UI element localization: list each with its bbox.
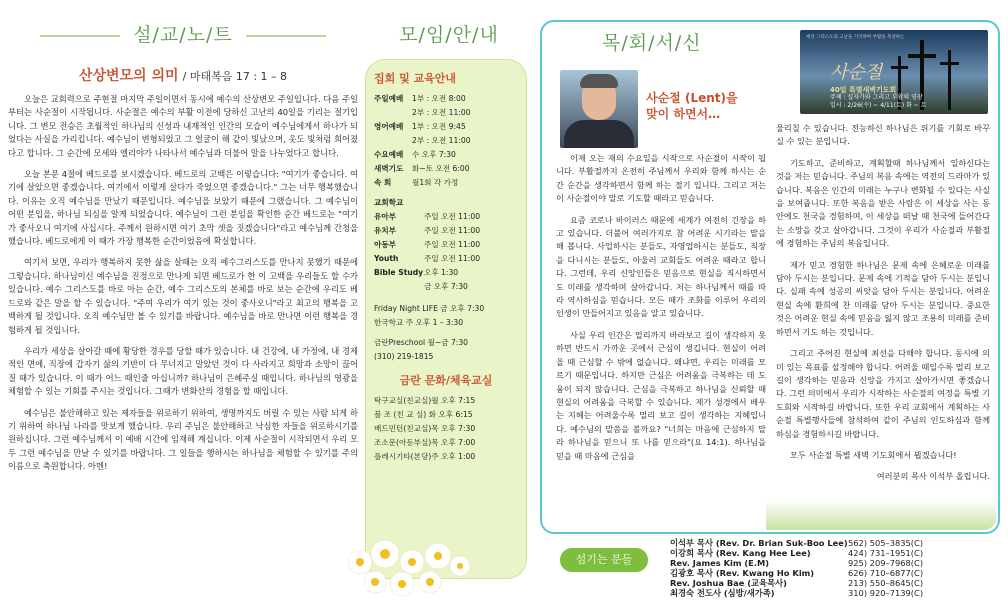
staff-phone: 626) 710–6877(C) <box>848 568 924 578</box>
cross-icon <box>948 50 951 110</box>
staff-phone: 310) 920–7139(C) <box>848 588 924 598</box>
sermon-heading: 설/교/노/트 <box>8 20 358 47</box>
pastor-heading: 목/회/서/신 <box>602 32 702 54</box>
staff-phone: 213) 550–8645(C) <box>848 578 924 588</box>
service-row: 속 회 월1회 각 가정 <box>374 178 459 187</box>
misc-item: (310) 219-1815 <box>374 352 434 361</box>
banner-title: 사순절 <box>830 62 883 83</box>
letter-paragraph: 물리칠 수 있습니다. 전능하신 하나님은 위기를 기회로 바꾸실 수 있는 분입니다. <box>776 123 990 147</box>
culture-list <box>374 394 518 464</box>
service-row: 2부 : 오전 11:00 <box>412 136 471 145</box>
grass-decoration <box>766 500 996 530</box>
staff-phone: 562) 505–3835(C) <box>848 538 924 548</box>
notice-box <box>365 59 527 579</box>
staff-name: 이석부 목사 (Rev. Dr. Brian Suk-Boo Lee) <box>670 538 848 548</box>
staff-phone: 424) 731–1951(C) <box>848 548 924 558</box>
staff-name: 이강희 목사 (Rev. Kang Hee Lee) <box>670 548 811 558</box>
edu-row: Youth 주일 오전 11:00 <box>374 254 481 263</box>
divider <box>246 35 326 37</box>
sermon-paragraph: 우리가 세상을 살아갈 때에 황당한 경우를 당할 때가 있습니다. 내 건강에, 내 가정에, 내 경제적인 면에, 직장에 갑자기 삶의 기반이 다 무너지고 말았던 것이 다 사라지고 희망과 소망이 끊어질 때가 있습니다. 이 때가 어느 때인줄 아십니까? 하나님이 은혜주실 때입니다. 하나님의 영광을 체험할 수 있는 기회를 주시는 것입니다. 그때가 변화산의 경험을 할 때입니다. <box>8 345 358 397</box>
service-row: 새벽기도 화~토 오전 6:00 <box>374 164 470 173</box>
banner-details: 40일 특별새벽기도회 주제 : 십자가와 그리고 부활의 영광 일시 : 2/26(수) ~ 4/11(토) 화 ~ 토 <box>830 86 927 109</box>
culture-item: 조소문(아동부실)목 오후 7:00 <box>374 438 476 447</box>
cross-icon <box>891 66 908 69</box>
sermon-title: 산상변모의 의미 / 마태복음 17 : 1 – 8 <box>78 68 288 84</box>
sermon-body <box>8 93 358 474</box>
misc-list <box>374 302 518 364</box>
letter-paragraph: 요즘 코로나 바이러스 때문에 세계가 여전히 긴장을 하고 있습니다. 더불어 여러가지로 참 어려운 시기라는 말을 해 봅니다. 사업하시는 분들도, 자영업하시는 분들도, 직장을 다니시는 분들도, 아울러 교회들도 어려운 때라고 합니다. 그런데, 우리 신앙인들은 믿음으로 현실을 직시하면서도 미래를 생각하며 살아갑니다. 저는 하나님께서 때를 따라 역사하심을 믿습니다. 모든 때가 조화를 이루어 우리의 인생이 만들어지고 있음을 알고 있습니다. <box>556 214 766 319</box>
edu-list <box>374 210 518 294</box>
letter-paragraph: 모두 사순절 특별 새벽 기도회에서 뵙겠습니다! <box>790 449 957 460</box>
staff-name: 김광호 목사 (Rev. Kwang Ho Kim) <box>670 568 815 578</box>
sermon-paragraph: 오늘 본문 4절에 베드로를 보시겠습니다. 베드로의 고백은 이렇습니다: "여기가 좋습니다. 여기에 살았으면 좋겠습니다. 여기에서 이렇게 살다가 죽었으면 좋겠습니다." 그는 너무 행복했습니다. 이유는 오직 예수님을 만났기 때문입니다. 예수님을 보았기 때문에 그랬습니다. 그 예수님이 어떤 분입을, 하나님 되심을 알게 되었습니다. 예수님이 그런 분임을 확인한 순간 베드로는 "여기가 좋사오니 여기에 사십시다. 주께서 원하시면 여기 초막 셋을 짓겠습니다"라고 예수님께 간청을 했습니다. 베드로에게 이 때가 가장 행복한 순간이었음에 확실합니다. <box>8 169 358 247</box>
edu-row: 아동부 주일 오전 11:00 <box>374 240 481 249</box>
cross-icon <box>908 54 936 58</box>
cross-icon <box>940 62 959 65</box>
letter-signoff: 여러분의 목사 이석부 올립니다. <box>876 471 990 482</box>
letter-paragraph: 제가 믿고 경험한 하나님은 문제 속에 은혜로운 미래를 담아 두시는 분입니다. 문제 속에 기적을 담아 두시는 분입니다. 실패 속에 성공의 씨앗을 담아 두시는 분입니다. 어려운 현실 속에 환희에 찬 미래를 담아 두시는 분입니다. 중요한 것은 어려운 현실 속에 믿음을 잃지 않고 조용히 미래를 준비하면서 기도 하는 것입니다. <box>776 259 990 337</box>
flowers-decoration <box>340 532 480 602</box>
sermon-paragraph: 오늘은 교회력으로 주현절 마지막 주일이면서 동시에 예수의 산상변모 주일입니다. 다음 주일부터는 사순절이 시작됩니다. 사순절은 예수의 부활 이전에 당하신 고난의 40일을 기리는 절기입니다. 그 변모 전승은 초월적인 하나님의 신성과 내재적인 인간의 모습이 예수님에게서 하나가 되었다는 사실을 가리킵니다. 예수님이 변형되었고 그 얼굴이 해 같이 빛났으며, 옷도 빛처럼 희어졌다고 합니다. 그 순간에 모세와 엘리야가 나타나서 예수님과 더불어 말을 나누었다고 합니다. <box>8 94 358 158</box>
letter-right-column <box>776 122 990 484</box>
service-row: 영어예배 1부 : 오전 9:45 <box>374 122 466 131</box>
misc-item: Friday Night LIFE 금 오후 7:30 <box>374 304 485 313</box>
staff-phone: 925) 209–7968(C) <box>848 558 924 568</box>
pastor-photo <box>560 70 638 148</box>
culture-item: 볼 조 (친 교 실) 화 오후 6:15 <box>374 410 473 419</box>
letter-paragraph: 이제 오는 재의 수요일을 시작으로 사순절이 시작이 됩니다. 부활절까지 온전히 주님께서 우리와 함께 하시는 순간 순간을 생각하면서 함께 하는 절기 입니다. 그리고 저는 이 사순절이야 말로 기도할 때라고 믿습니다. <box>556 153 766 204</box>
misc-item: 한국학교 주 오후 1 – 3:30 <box>374 318 464 327</box>
edu-row: 금 오후 7:30 <box>424 282 468 291</box>
services-title: 집회 및 교육안내 <box>374 72 457 85</box>
staff-name: Rev. James Kim (E.M) <box>670 558 770 568</box>
pastor-letter-title: 사순절 (Lent)을 맞이 하면서… <box>646 91 738 121</box>
divider <box>40 35 120 37</box>
notice-heading: 모/임/안/내 <box>399 24 499 46</box>
sermon-column <box>8 20 358 482</box>
sermon-paragraph: 예수님은 불안해하고 있는 제자들을 위로하기 위하여, 생명까지도 버릴 수 있는 사람 되게 하기 위하여 하나님 나라를 맛보게 했습니다. 우리 주님은 불안해하고 낙심한 자들을 위로하시기를 원하십니다. 그런 예수님께서 이 예배 시간에 임재해 계십니다. 이제 사순절이 시작되면서 우리 모두 그런 예수님을 만날 수 있기를 바랍니다. 그 일들을 행하시는 하나님을 체험할 수 있기를 주의 이름으로 축원합니다. 아멘! <box>8 407 358 472</box>
pastor-letter-box <box>540 20 1000 534</box>
culture-item: 플레시기타(본당)주 오후 1:00 <box>374 452 476 461</box>
staff-name: Rev. Joshua Bae (교육목사) <box>670 578 787 588</box>
notice-column <box>365 20 533 579</box>
service-row: 주일예배 1부 : 오전 8:00 <box>374 94 466 103</box>
sermon-paragraph: 여기서 보면, 우리가 행복하지 못한 삶을 살때는 오직 예수그리스도를 만나지 못했기 때문에 그렇습니다. 하나님이신 예수님을 진정으로 만나게 되면 베드로가 한 이 고백을 우리들도 할 수가 있습니다. 예수 그리스도를 바로 아는 순간, 예수 그리스도의 본체를 바로 보는 순간에 우리도 베드로와 같은 말을 할 수 있습니다. "주여 우리가 여기 있는 것이 좋사오니"라고 최고의 행복을 고백하게 될 것입니다. 오직 예수님만 볼 수 있기를 바랍니다. 예수님을 바로 만나면 이런 행복을 경험하게 될 것입니다. <box>8 257 358 335</box>
lent-banner <box>800 30 988 114</box>
service-row: 수요예배 수 오후 7:30 <box>374 150 456 159</box>
culture-title: 금란 문화/체육교실 <box>399 374 493 387</box>
service-row: 2부 : 오전 11:00 <box>412 108 471 117</box>
portrait-hair <box>580 74 618 88</box>
culture-item: 탁구교실(친교실)월 오후 7:15 <box>374 396 476 405</box>
culture-item: 배드민턴(친교실)목 오후 7:30 <box>374 424 476 433</box>
portrait-suit <box>564 120 634 148</box>
letter-paragraph: 기도하고, 준비하고, 계획할때 하나님께서 일하신다는 것을 저는 믿습니다. 주님의 복음 속에는 역전의 드라마가 있습니다. 복음은 인간의 미래는 누구나 변화될 수 있다는 사실을 보여줍니다. 또한 복음을 받은 사람은 이 세상을 사는 동안에도 천국을 경험하며, 이 세상을 떠날 때 천국에 들어간다는 소망을 갖고 살아갑니다. 그것이 우리가 사순절과 부활절에 경험하는 주님의 복음입니다. <box>776 157 990 249</box>
staff-badge: 섬기는 분들 <box>560 548 648 572</box>
letter-left-column <box>556 152 766 471</box>
staff-phones <box>848 538 968 598</box>
letter-paragraph: 그리고 주어진 현실에 최선을 다해야 합니다. 동시에 의미 있는 목표를 설정해야 합니다. 어려울 때일수록 멀리 보고 길이 생각하는 믿음과 신앙을 가지고 살아가시면 좋겠습니다. 그런 의미에서 우리가 시작하는 사순절의 여정을 특별 기도회와 시작하길 바랍니다. 또한 우리 교회에서 계획하는 사순절 특별행사들에 참석하여 같이 주님의 인도하심과 함께 하심을 경험하시길 바랍니다. <box>776 348 990 439</box>
letter-paragraph: 사실 우리 인간은 멀리까지 바라보고 길이 생각하지 못하면 반드시 가까운 곳에서 근심이 생깁니다. 현실이 어려울 때 근심할 수 밖에 없습니다. 왜냐면, 우리는 미래를 모르기 때문입니다. 하지만 근심은 어려움을 극복하는 데 도움이 되지 않습니다. 근심을 극복하고 하나님을 신뢰할 때 현실의 어려움을 극복할 수 있습니다. 제가 성경에서 배우는 지혜는 어려울수록 멀리 보고 길이 생각하는 지혜입니다. 예수님의 말씀을 볼까요? "너희는 마음에 근심하지 말라 하나님을 믿으니 또 나를 믿으라"(요 14:1). 하나님을 믿을 때 마음에 근심을 <box>556 329 766 461</box>
edu-row: 유아부 주일 오전 11:00 <box>374 212 481 221</box>
edu-title: 교회학교 <box>374 198 404 207</box>
edu-row: 유치부 주일 오전 11:00 <box>374 226 481 235</box>
staff-contacts <box>540 538 1000 608</box>
staff-name: 최경숙 전도사 (심방/새가족) <box>670 588 775 598</box>
banner-top-text: 매년 그리스도의 고난을 기억하며 부활을 묵상하는 <box>806 35 905 40</box>
misc-item: 금란Preschool 월~금 7:30 <box>374 338 469 347</box>
edu-row: Bible Study 오후 1:30 <box>374 268 459 277</box>
